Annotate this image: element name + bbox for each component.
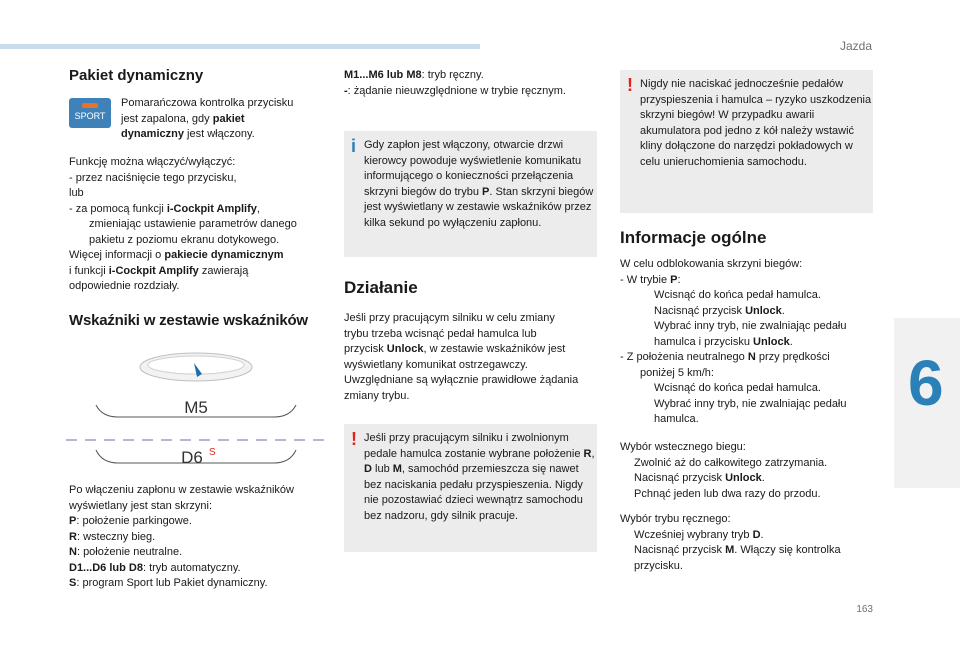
text-fragment: lub	[371, 463, 393, 475]
step-text: Wybrać inny tryb, nie zwalniając pedału	[654, 397, 847, 410]
text-line: komunikatu informującego o konieczności	[364, 154, 582, 182]
text-fragment: przełączenia skrzyni biegów do trybu	[364, 170, 574, 198]
text-fragment: zawierają	[198, 264, 249, 277]
chapter-tab	[894, 318, 960, 488]
text-bold: Unlock	[753, 335, 790, 348]
text-bold: pakiet	[212, 112, 245, 125]
text-line: celu unieruchomienia samochodu.	[640, 155, 807, 168]
warning-box-text	[364, 431, 597, 524]
indicators-heading-wrap	[69, 313, 334, 329]
text-line: zmieniając ustawienie parametrów danego	[89, 218, 297, 230]
general-info-heading-wrap	[620, 230, 880, 246]
indicators-legend	[69, 483, 334, 592]
sport-icon-label: SPORT	[74, 111, 106, 121]
manual-mode-section	[620, 512, 880, 574]
legend-value: : żądanie nieuwzględnione w trybie ręcznym.	[347, 84, 566, 97]
legend-key: M1...M6 lub M8	[344, 69, 422, 81]
legend-value: : tryb automatyczny.	[142, 561, 241, 574]
text-fragment: - za pomocą funkcji	[69, 202, 167, 215]
step-text: Nacisnąć przycisk	[634, 544, 726, 556]
manual-mode-legend	[344, 68, 604, 99]
text-line: Gdy zapłon jest włączony, otwarcie	[364, 139, 535, 151]
warning-box-engine	[344, 424, 597, 552]
text-line: samochodu bez nadzoru, gdy silnik pracuje.	[364, 494, 583, 522]
text-fragment: jest zapalona, gdy	[121, 112, 213, 125]
text-line: pod jedno z kół należy wstawić kliny	[640, 124, 855, 152]
page-number: 163	[856, 604, 873, 615]
column-1	[69, 68, 334, 84]
heading-dynamic-pack: Pakiet dynamiczny	[69, 67, 204, 84]
text-line: Pomarańczowa kontrolka przycisku	[121, 97, 294, 109]
sport-button-icon	[69, 98, 111, 128]
text-fragment: :	[677, 273, 681, 286]
text-fragment: ,	[256, 202, 260, 215]
text-line: Wybór trybu ręcznego:	[620, 513, 731, 525]
warning-icon: !	[351, 429, 357, 449]
step-text: Wcześniej wybrany tryb	[634, 528, 753, 541]
text-bold: P	[482, 185, 490, 198]
text-line: Uwzględniane są wyłącznie prawidłowe żądania	[344, 374, 579, 386]
heading-operation: Działanie	[344, 278, 418, 297]
text-bold: pakiecie dynamicznym	[164, 249, 284, 261]
text-fragment: ,	[591, 447, 595, 460]
step-text: Nacisnąć przycisk	[654, 304, 746, 317]
text-bold: D	[364, 463, 372, 475]
text-fragment: przy prędkości	[755, 351, 830, 363]
text-line: Nigdy nie naciskać jednocześnie pedałów	[640, 78, 844, 90]
step-text: Wcisnąć do końca pedał hamulca.	[654, 289, 821, 301]
legend-value: : wsteczny bieg.	[76, 530, 156, 543]
step-text: Zwolnić aż do całkowitego zatrzymania.	[634, 456, 828, 469]
legend-key: D1...D6 lub D8	[69, 561, 143, 574]
text-bold: Unlock	[725, 472, 762, 484]
text-fragment: .	[781, 304, 785, 317]
warning-icon: !	[627, 75, 633, 95]
text-line: lub	[69, 187, 84, 199]
chapter-number: 6	[908, 347, 944, 419]
text-fragment: i funkcji	[69, 264, 109, 277]
text-fragment: .	[789, 335, 793, 348]
text-line: - przez naciśnięcie tego przycisku,	[69, 171, 237, 184]
text-line: Stan skrzyni biegów jest wyświetlany w	[364, 185, 594, 213]
text-line: W przypadku awarii akumulatora	[640, 109, 815, 137]
section-label: Jazda	[839, 39, 872, 53]
text-line: Jeśli przy pracującym silniku i zwolnionym	[364, 432, 569, 444]
sport-description	[121, 96, 331, 143]
heading-general-info: Informacje ogólne	[620, 228, 767, 247]
legend-key: S	[69, 577, 77, 589]
text-bold: dynamiczny	[121, 128, 184, 140]
info-box-ignition	[344, 131, 597, 257]
step-text: przycisku.	[634, 559, 683, 572]
text-line: pedale hamulca zostanie wybrane	[364, 447, 531, 460]
text-fragment: - Z położenia neutralnego	[620, 351, 748, 363]
step-text: hamulca i przycisku	[654, 335, 754, 348]
gear-d-readout: D6	[181, 448, 203, 467]
text-line: wyświetlany komunikat ostrzegawczy.	[344, 358, 528, 371]
text-line: drzwi kierowcy powoduje wyświetlenie	[364, 139, 564, 167]
legend-value: : program Sport lub Pakiet dynamiczny.	[76, 577, 268, 589]
text-bold: D	[752, 528, 761, 541]
text-fragment: .	[489, 185, 493, 198]
text-fragment: .	[761, 472, 765, 484]
gear-m-readout: M5	[184, 398, 208, 417]
operation-heading-wrap	[344, 280, 604, 296]
text-bold: i-Cockpit Amplify	[166, 202, 257, 215]
text-fragment: , w zestawie wskaźników jest	[423, 343, 566, 355]
header-bar	[0, 44, 480, 49]
text-line: wyświetlany jest stan skrzyni:	[69, 499, 213, 512]
text-line: uszkodzenia skrzyni biegów!	[640, 93, 872, 121]
legend-key: R	[69, 530, 77, 543]
text-line: przemieszcza się nawet bez naciskania	[364, 463, 579, 491]
text-line: Po włączeniu zapłonu w zestawie wskaźników	[69, 484, 294, 496]
text-line: odpowiednie rozdziały.	[69, 280, 180, 292]
text-line: Jeśli przy pracującym silniku w celu zmiany	[344, 312, 555, 324]
text-line: Nigdy nie pozostawiać dzieci wewnątrz	[364, 478, 583, 506]
text-line: poniżej 5 km/h:	[640, 366, 714, 379]
text-line: W celu odblokowania skrzyni biegów:	[620, 258, 803, 270]
text-bold: R	[583, 447, 592, 460]
operation-body	[344, 311, 604, 404]
text-fragment: - W trybie	[620, 273, 671, 286]
legend-value: : położenie neutralne.	[76, 546, 183, 558]
text-line: trybu trzeba wcisnąć pedał hamulca lub	[344, 327, 537, 340]
text-line: Wybór wstecznego biegu:	[620, 441, 746, 453]
text-fragment: przycisk	[344, 343, 387, 355]
legend-key: -	[344, 84, 348, 97]
text-line: dołączone do narzędzi pokładowych w	[665, 140, 853, 152]
text-bold: i-Cockpit Amplify	[108, 264, 199, 277]
info-box-text	[364, 138, 597, 231]
text-bold: Unlock	[745, 304, 782, 317]
text-fragment: , samochód	[401, 463, 459, 475]
text-bold: N	[747, 351, 756, 363]
text-fragment: . Włączy się kontrolka	[734, 544, 841, 556]
heading-indicators: Wskaźniki w zestawie wskaźników	[69, 312, 308, 329]
text-fragment: .	[760, 528, 764, 541]
sport-s-indicator: S	[209, 447, 216, 458]
text-line: Funkcję można włączyć/wyłączyć:	[69, 156, 236, 168]
step-text: Nacisnąć przycisk	[634, 472, 726, 484]
text-fragment: położenie	[533, 447, 584, 460]
legend-key: N	[69, 546, 77, 558]
text-bold: M	[392, 463, 402, 475]
info-icon: i	[351, 136, 357, 156]
legend-key: P	[69, 515, 77, 527]
text-bold: M	[725, 544, 735, 556]
text-bold: P	[670, 273, 678, 286]
reverse-gear-section	[620, 440, 880, 502]
step-text: hamulca.	[654, 413, 699, 425]
instrument-cluster-illustration	[66, 345, 326, 475]
dynamic-pack-body	[69, 155, 334, 295]
text-line: zmiany trybu.	[344, 389, 410, 402]
sport-indicator-light	[82, 103, 98, 108]
text-line: po wyłączeniu zapłonu.	[427, 216, 542, 229]
step-text: Pchnąć jeden lub dwa razy do przodu.	[634, 487, 821, 500]
text-line: przyspieszenia i hamulca – ryzyko	[640, 93, 807, 106]
text-line: pakietu z poziomu ekranu dotykowego.	[89, 233, 280, 246]
step-text: Wybrać inny tryb, nie zwalniając pedału	[654, 320, 847, 332]
warning-box-pedals	[620, 70, 873, 213]
text-fragment: jest włączony.	[183, 128, 255, 140]
step-text: Wcisnąć do końca pedał hamulca.	[654, 382, 821, 394]
text-line: pedału przyspieszenia.	[439, 478, 552, 491]
legend-value: : położenie parkingowe.	[76, 515, 192, 527]
text-line: zestawie wskaźników przez kilka sekund	[364, 201, 592, 229]
text-fragment: Więcej informacji o	[69, 249, 165, 261]
legend-value: : tryb ręczny.	[421, 69, 484, 81]
general-info-body	[620, 257, 880, 428]
text-bold: Unlock	[386, 343, 424, 355]
warning-box-text	[640, 77, 873, 170]
